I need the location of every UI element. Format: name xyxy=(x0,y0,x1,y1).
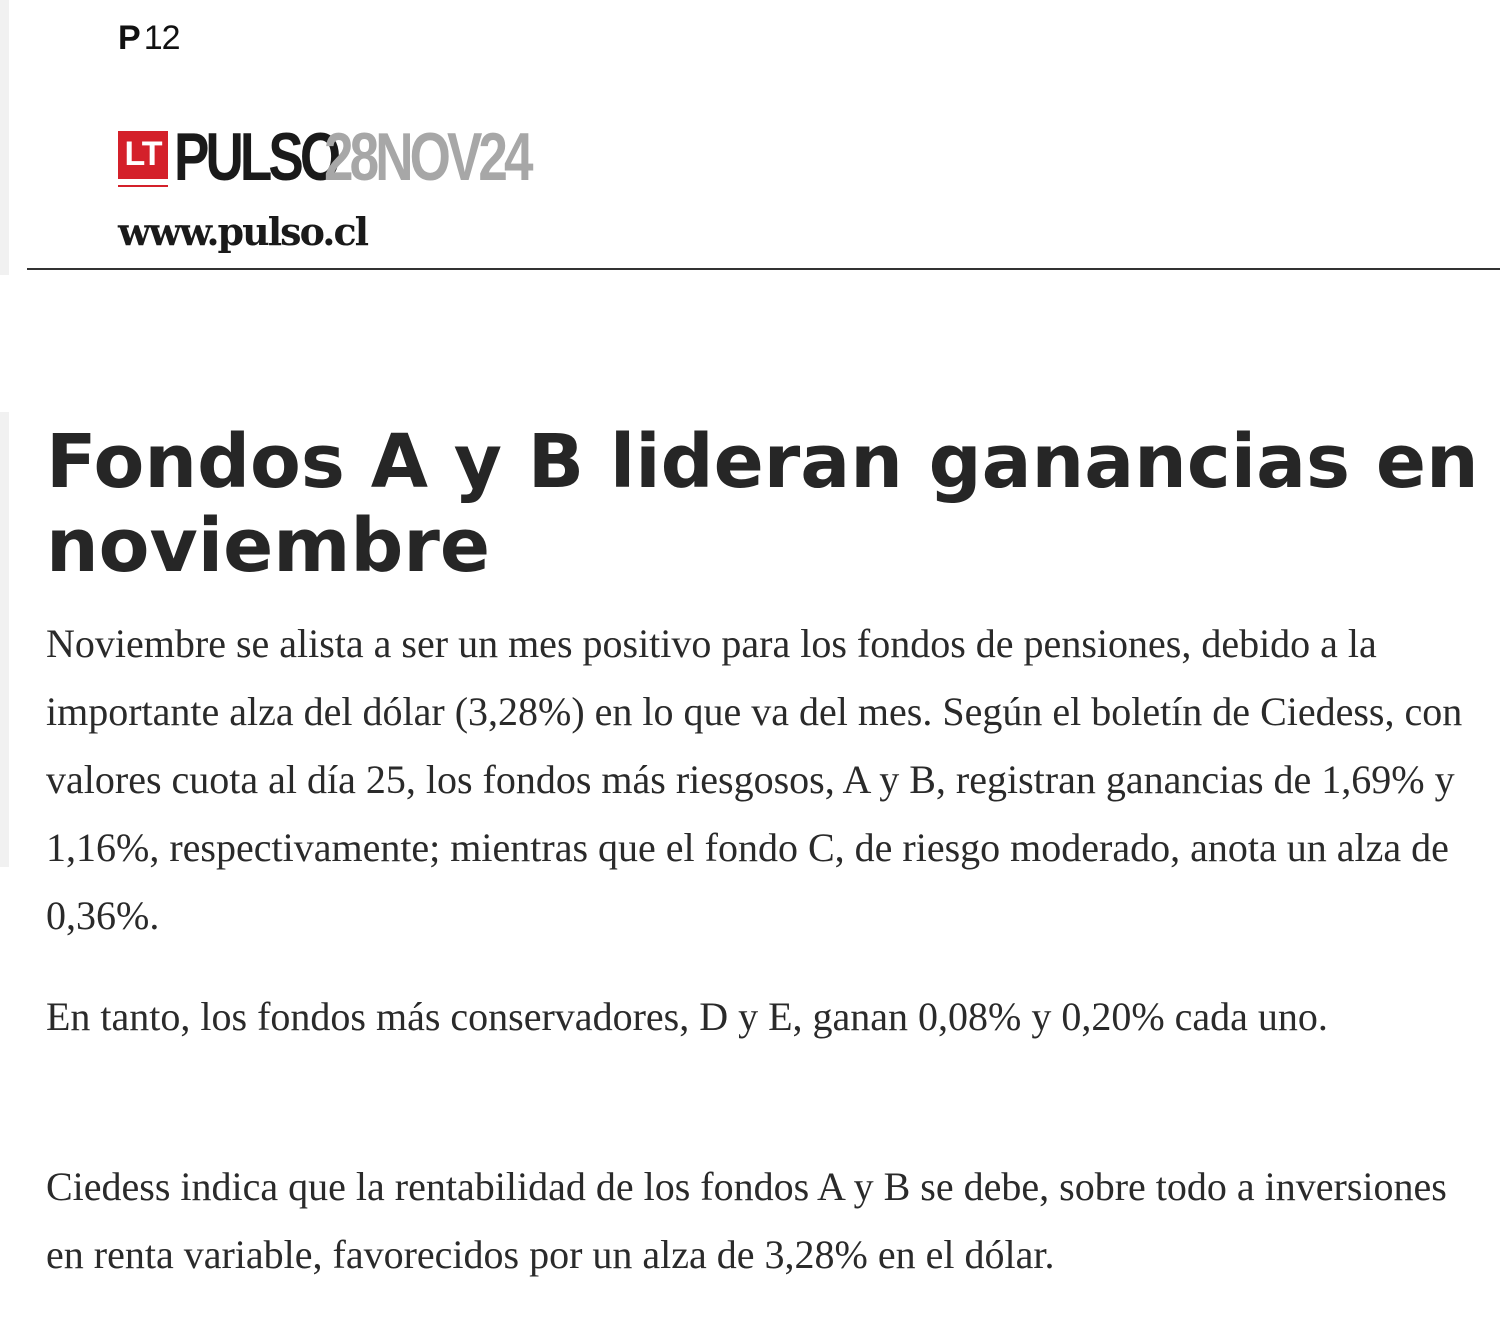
publication-date: 28NOV24 xyxy=(324,119,530,195)
logo-text: LT xyxy=(124,135,162,173)
page-edge-strip xyxy=(0,412,9,867)
article-paragraph: Noviembre se alista a ser un mes positivo para los fondos de pensiones, debido a la importante alza del dólar (3,28%) en lo que va del mes. Según el boletín de Ciedess, con valores cuota al día 25, los fondos más riesgosos, A y B, registran ganancias de 1,69% y 1,16%, respectivamente; mientras que el fondo C, de riesgo moderado, anota un alza de 0,36%. xyxy=(46,621,1463,938)
masthead xyxy=(118,119,588,195)
page-number xyxy=(118,18,180,58)
page-number-letter: P xyxy=(118,19,140,57)
site-url: www.pulso.cl xyxy=(118,209,368,254)
article-paragraph: Ciedess indica que la rentabilidad de los fondos A y B se debe, sobre todo a inversiones en renta variable, favorecidos por un alza de 3,28% en el dólar. xyxy=(46,1164,1447,1277)
article-headline: Fondos A y B lideran ganancias en noviembre xyxy=(46,419,1479,589)
page-edge-strip xyxy=(0,0,9,275)
logo-underline xyxy=(118,179,168,185)
header-divider xyxy=(27,268,1500,270)
la-tercera-logo xyxy=(118,131,168,187)
page-number-value: 12 xyxy=(143,19,180,57)
article-paragraph: En tanto, los fondos más conservadores, D y E, ganan 0,08% y 0,20% cada uno. xyxy=(46,994,1328,1039)
publication-name: PULSO xyxy=(174,119,338,195)
